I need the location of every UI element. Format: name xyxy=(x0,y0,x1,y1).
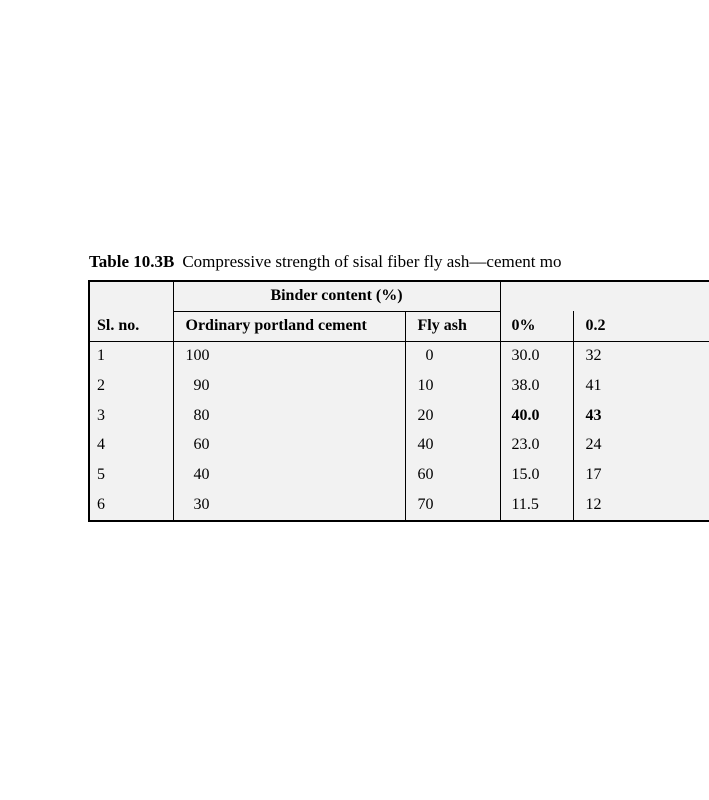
cell-strength-1: 24 xyxy=(585,436,602,454)
cell-strength-1: 12 xyxy=(573,490,709,521)
cell-opc: 80 xyxy=(173,401,405,431)
cell-fly-ash: 70 xyxy=(405,490,500,521)
col-header-sl-no: Sl. no. xyxy=(89,311,173,341)
cell-strength-0: 40.0 xyxy=(500,401,573,431)
cell-opc: 30 xyxy=(173,490,405,521)
data-table xyxy=(88,280,709,522)
table-row xyxy=(89,341,709,371)
cell-strength-1: 32 xyxy=(585,347,602,365)
header-binder-content: Binder content (%) xyxy=(173,281,500,311)
header-strength-group xyxy=(500,281,709,311)
cell-fly-ash: 20 xyxy=(405,401,500,431)
cell-sl-no: 5 xyxy=(89,460,173,490)
cell-strength-0: 15.0 xyxy=(500,460,573,490)
cell-strength-0: 38.0 xyxy=(500,371,573,401)
table-row xyxy=(89,371,709,401)
cell-strength-1: 41 xyxy=(585,377,602,395)
cell-opc: 40 xyxy=(173,460,405,490)
cell-opc: 90 xyxy=(173,371,405,401)
col-header-0pct: 0% xyxy=(500,311,573,341)
cell-fly-ash: 60 xyxy=(405,460,500,490)
table-number: Table 10.3B xyxy=(89,252,175,271)
cell-sl-no: 1 xyxy=(89,341,173,371)
table-row xyxy=(89,460,709,490)
col-header-opc: Ordinary portland cement xyxy=(173,311,405,341)
header-empty-cell xyxy=(89,281,173,311)
cell-sl-no: 4 xyxy=(89,431,173,461)
table-row xyxy=(89,401,709,431)
table-row xyxy=(89,490,709,521)
cell-strength-0: 23.0 xyxy=(500,431,573,461)
cell-opc: 100 xyxy=(173,341,405,371)
cell-strength-0: 11.5 xyxy=(500,490,573,521)
cell-fly-ash: 40 xyxy=(405,431,500,461)
cell-sl-no: 2 xyxy=(89,371,173,401)
cell-sl-no: 3 xyxy=(89,401,173,431)
cell-fly-ash: 10 xyxy=(405,371,500,401)
table-title: Compressive strength of sisal fiber fly ash—cement mo xyxy=(182,252,562,271)
cell-strength-1: 43 xyxy=(585,406,602,424)
cell-sl-no: 6 xyxy=(89,490,173,521)
cell-strength-1: 17 xyxy=(585,466,602,484)
table-caption xyxy=(89,252,561,272)
cell-strength-0: 30.0 xyxy=(500,341,573,371)
cell-fly-ash: 0 xyxy=(405,341,500,371)
col-header-02pct: 0.2 xyxy=(573,311,709,341)
table-container xyxy=(88,280,606,525)
cell-opc: 60 xyxy=(173,431,405,461)
col-header-fly-ash: Fly ash xyxy=(405,311,500,341)
table-row xyxy=(89,431,709,461)
